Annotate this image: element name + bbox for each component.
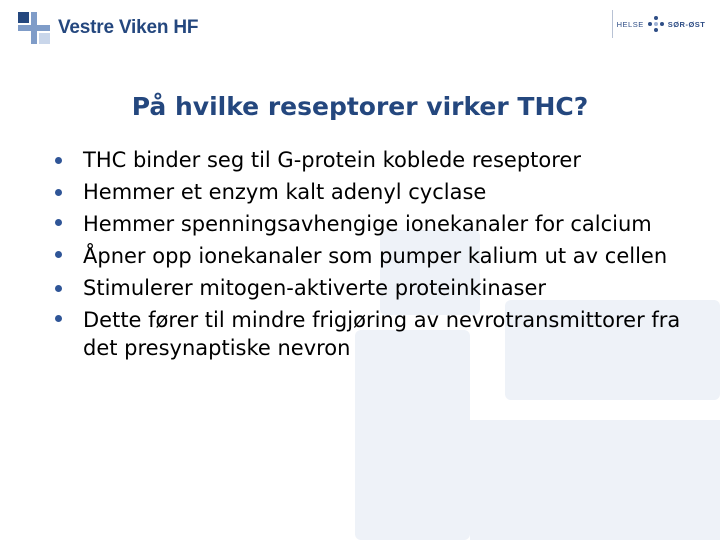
sor-ost-word: SØR-ØST	[667, 19, 706, 29]
bullet-text: Åpner opp ionekanaler som pumper kalium ut av cellen	[83, 244, 668, 268]
bullet-item	[53, 176, 703, 208]
helse-dots-icon	[647, 15, 665, 33]
bullet-dot-icon	[55, 315, 62, 322]
bullet-dot-icon	[55, 189, 62, 196]
slide-title: På hvilke reseptorer virker THC?	[131, 92, 589, 121]
helse-word: HELSE	[616, 19, 644, 29]
helse-sor-ost-logo	[612, 10, 709, 38]
bullet-item	[53, 272, 703, 304]
bullet-text: Hemmer spenningsavhengige ionekanaler for calcium	[83, 212, 652, 236]
bullet-dot-icon	[55, 219, 62, 226]
bullet-item	[53, 208, 703, 240]
vestre-viken-cross-icon	[18, 12, 50, 44]
bullet-item	[53, 240, 703, 272]
org-name: Vestre Viken HF	[58, 17, 199, 38]
bullet-dot-icon	[55, 285, 62, 292]
bullet-text: Stimulerer mitogen-aktiverte proteinkinaser	[83, 276, 547, 300]
bullet-text: Dette fører til mindre frigjøring av nevrotransmittorer fra det presynaptiske nevron	[83, 308, 681, 360]
bullet-item	[53, 304, 703, 364]
bullet-text: Hemmer et enzym kalt adenyl cyclase	[83, 180, 487, 204]
bullet-item	[53, 144, 703, 176]
bullet-list	[53, 144, 703, 364]
vestre-viken-logo	[18, 12, 198, 44]
bullet-dot-icon	[55, 157, 62, 164]
bullet-dot-icon	[55, 251, 62, 258]
bullet-text: THC binder seg til G-protein koblede reseptorer	[83, 148, 581, 172]
